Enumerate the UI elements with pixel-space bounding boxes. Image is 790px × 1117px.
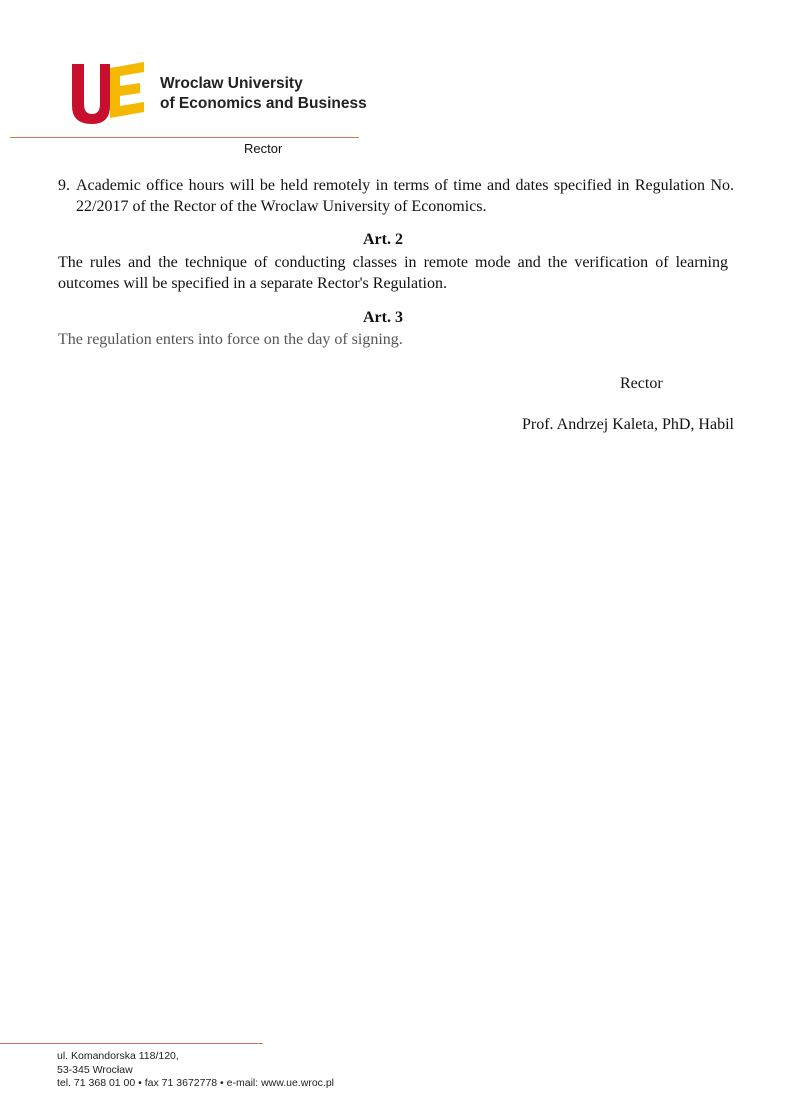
footer-divider — [0, 1043, 263, 1044]
footer-street: ul. Komandorska 118/120, — [57, 1050, 179, 1062]
list-item-text: Academic office hours will be held remotely in terms of time and dates specified in Regulation No. 22/2017 of the Rector of the Wroclaw University of Economics. — [76, 177, 734, 215]
list-item-9 — [58, 175, 734, 217]
footer-address — [57, 1050, 334, 1091]
signature-name: Prof. Andrzej Kaleta, PhD, Habil — [522, 416, 734, 433]
brand-name — [160, 74, 367, 114]
article-2-line-2: outcomes will be specified in a separate Rector's Regulation. — [58, 275, 447, 292]
university-logo — [70, 62, 146, 124]
article-3-text: The regulation enters into force on the day of signing. — [58, 331, 403, 348]
article-2-heading: Art. 2 — [363, 231, 403, 248]
article-2-text — [58, 252, 728, 294]
brand-line-2: of Economics and Business — [160, 95, 367, 112]
list-item-number: 9. — [58, 177, 70, 194]
header-subtitle: Rector — [244, 141, 283, 156]
signature-title: Rector — [620, 375, 663, 392]
footer-city: 53-345 Wrocław — [57, 1063, 133, 1076]
footer-contact: tel. 71 368 01 00 • fax 71 3672778 • e-mail: www.ue.wroc.pl — [57, 1077, 335, 1089]
article-3-heading: Art. 3 — [363, 309, 403, 326]
brand-line-1: Wroclaw University — [160, 75, 303, 92]
header-divider — [10, 137, 359, 138]
article-2-line-1: The rules and the technique of conducting classes in remote mode and the verification of learning — [58, 254, 728, 271]
